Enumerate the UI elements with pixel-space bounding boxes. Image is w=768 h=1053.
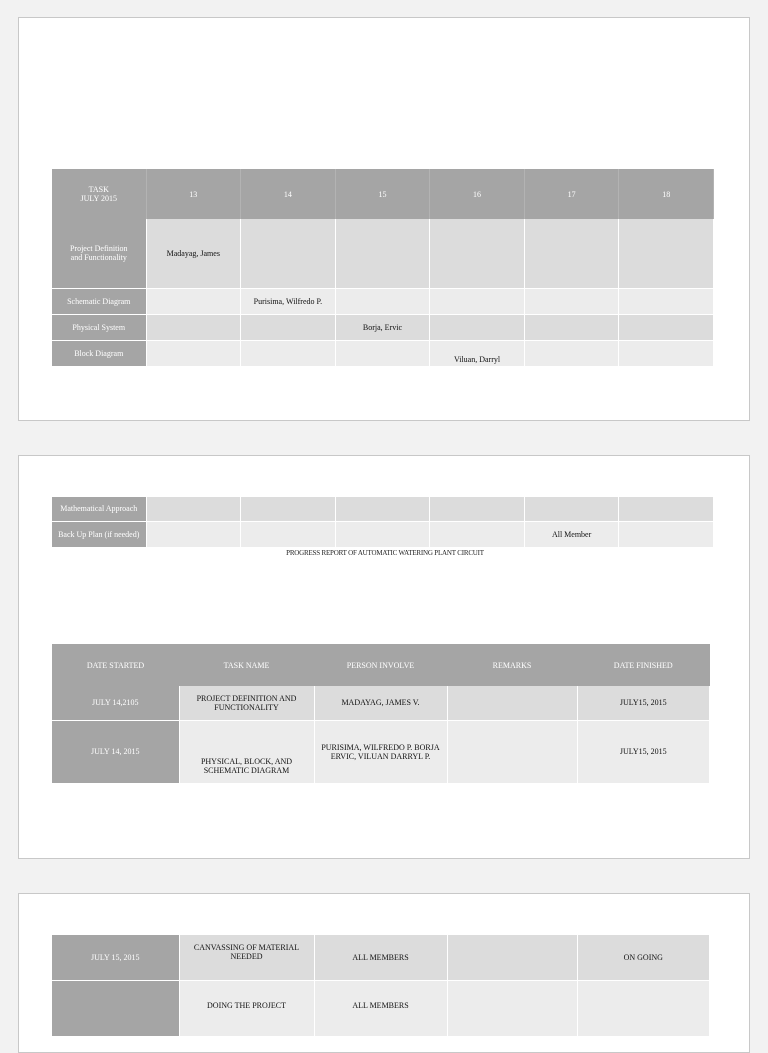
task-name-cell: PHYSICAL, BLOCK, AND SCHEMATIC DIAGRAM xyxy=(179,720,314,783)
task-name-cell: DOING THE PROJECT xyxy=(179,980,314,1036)
table-cell xyxy=(335,288,430,314)
table-cell xyxy=(524,288,619,314)
task-label: Schematic Diagram xyxy=(52,288,146,314)
table-row xyxy=(52,497,714,521)
table-cell xyxy=(335,497,430,521)
table-row xyxy=(52,219,714,288)
day-header: 13 xyxy=(146,169,241,219)
task-label: Mathematical Approach xyxy=(52,497,146,521)
schedule-header-task xyxy=(52,169,146,219)
remarks-cell xyxy=(447,720,577,783)
task-name-cell: PROJECT DEFINITION AND FUNCTIONALITY xyxy=(179,686,314,720)
date-started-cell: JULY 14, 2015 xyxy=(52,720,179,783)
remarks-cell xyxy=(447,686,577,720)
table-row xyxy=(52,980,710,1036)
table-cell xyxy=(430,288,525,314)
table-cell xyxy=(146,497,241,521)
table-row xyxy=(52,935,710,980)
table-row xyxy=(52,340,714,366)
table-cell xyxy=(619,314,714,340)
date-started-cell: JULY 14,2105 xyxy=(52,686,179,720)
table-row xyxy=(52,521,714,547)
column-header: TASK NAME xyxy=(179,644,314,686)
task-label: Project Definition and Functionality xyxy=(52,219,146,288)
date-started-cell xyxy=(52,980,179,1036)
schedule-header-row xyxy=(52,169,714,219)
table-cell xyxy=(241,219,336,288)
table-row xyxy=(52,288,714,314)
table-cell xyxy=(335,219,430,288)
header-month-label: JULY 2015 xyxy=(80,194,117,203)
table-row xyxy=(52,314,714,340)
remarks-cell xyxy=(447,935,577,980)
table-cell xyxy=(619,288,714,314)
date-finished-cell xyxy=(577,980,710,1036)
person-cell: ALL MEMBERS xyxy=(314,935,447,980)
table-cell xyxy=(146,314,241,340)
table-cell xyxy=(241,497,336,521)
progress-header-row xyxy=(52,644,710,686)
table-cell xyxy=(430,314,525,340)
day-header: 15 xyxy=(335,169,430,219)
task-name-cell: CANVASSING OF MATERIAL NEEDED xyxy=(179,935,314,980)
column-header: PERSON INVOLVE xyxy=(314,644,447,686)
table-cell: Purisima, Wilfredo P. xyxy=(241,288,336,314)
table-cell xyxy=(335,521,430,547)
task-label: Physical System xyxy=(52,314,146,340)
table-cell xyxy=(430,521,525,547)
person-cell: PURISIMA, WILFREDO P. BORJA ERVIC, VILUAN DARRYL P. xyxy=(314,720,447,783)
date-started-cell: JULY 15, 2015 xyxy=(52,935,179,980)
task-label: Back Up Plan (if needed) xyxy=(52,521,146,547)
column-header: DATE FINISHED xyxy=(577,644,710,686)
table-cell xyxy=(619,340,714,366)
header-task-label: TASK xyxy=(88,185,109,194)
table-cell xyxy=(241,340,336,366)
date-finished-cell: JULY15, 2015 xyxy=(577,720,710,783)
table-cell xyxy=(524,497,619,521)
table-cell: Madayag, James xyxy=(146,219,241,288)
day-header: 16 xyxy=(430,169,525,219)
page-3 xyxy=(18,893,750,1053)
table-cell xyxy=(430,219,525,288)
schedule-table xyxy=(52,169,714,367)
table-cell xyxy=(524,314,619,340)
table-cell xyxy=(335,340,430,366)
table-cell: Viluan, Darryl xyxy=(430,340,525,366)
table-cell xyxy=(241,521,336,547)
table-cell xyxy=(619,219,714,288)
table-cell: Borja, Ervic xyxy=(335,314,430,340)
table-row xyxy=(52,720,710,783)
day-header: 17 xyxy=(524,169,619,219)
table-cell xyxy=(524,219,619,288)
table-cell xyxy=(619,521,714,547)
table-row xyxy=(52,686,710,720)
table-cell: All Member xyxy=(524,521,619,547)
person-cell: ALL MEMBERS xyxy=(314,980,447,1036)
task-label: Block Diagram xyxy=(52,340,146,366)
table-cell xyxy=(146,340,241,366)
person-cell: MADAYAG, JAMES V. xyxy=(314,686,447,720)
progress-table xyxy=(52,644,710,784)
page-1 xyxy=(18,17,750,421)
table-cell xyxy=(146,521,241,547)
day-header: 18 xyxy=(619,169,714,219)
table-cell xyxy=(524,340,619,366)
date-finished-cell: JULY15, 2015 xyxy=(577,686,710,720)
progress-report-title: PROGRESS REPORT OF AUTOMATIC WATERING PLANT CIRCUIT xyxy=(286,549,484,557)
progress-table-continued xyxy=(52,935,710,1037)
schedule-table-continued xyxy=(52,497,714,548)
column-header: REMARKS xyxy=(447,644,577,686)
table-cell xyxy=(241,314,336,340)
table-cell xyxy=(430,497,525,521)
remarks-cell xyxy=(447,980,577,1036)
column-header: DATE STARTED xyxy=(52,644,179,686)
table-cell xyxy=(619,497,714,521)
page-2 xyxy=(18,455,750,859)
day-header: 14 xyxy=(241,169,336,219)
date-finished-cell: ON GOING xyxy=(577,935,710,980)
table-cell xyxy=(146,288,241,314)
